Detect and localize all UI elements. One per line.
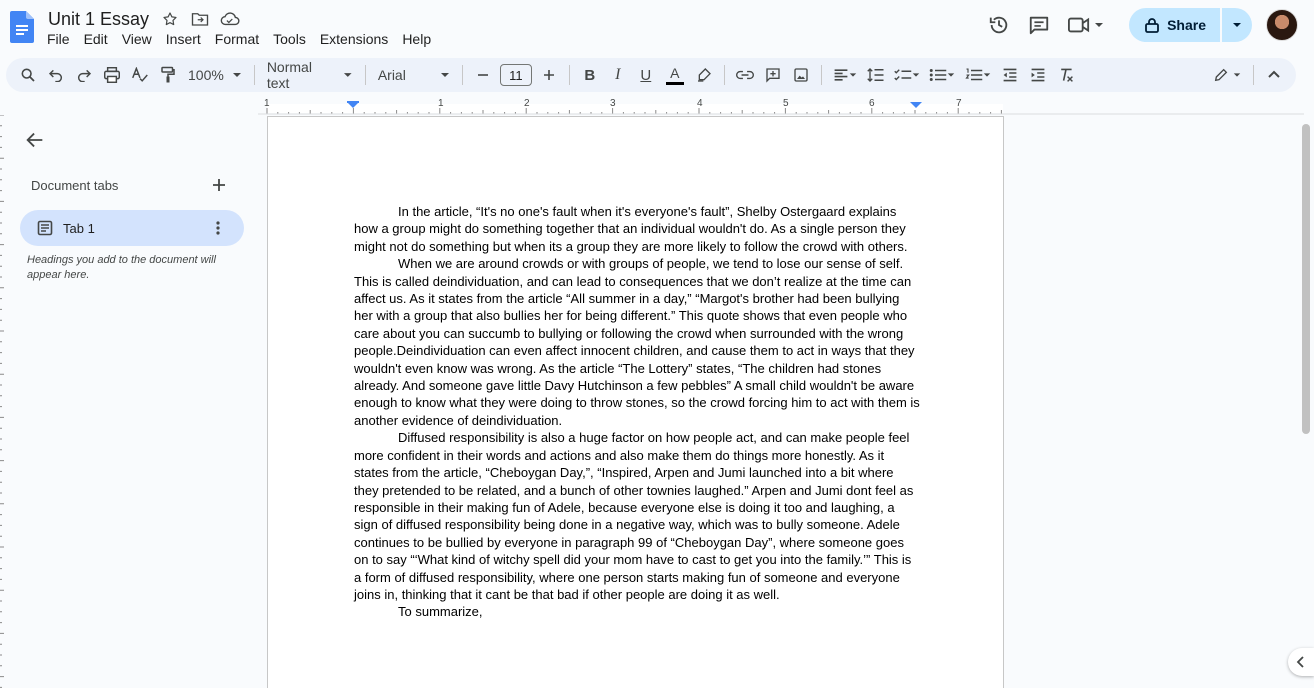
hide-menus-chevron-up-icon[interactable] bbox=[1260, 62, 1288, 88]
text-color-button[interactable] bbox=[660, 62, 690, 88]
checklist-icon[interactable] bbox=[890, 62, 924, 88]
document-page[interactable] bbox=[267, 116, 1004, 688]
chevron-down-icon bbox=[1233, 71, 1241, 79]
ruler-number: 4 bbox=[697, 98, 703, 109]
side-panel-toggle[interactable] bbox=[1288, 648, 1314, 676]
paragraph-style-value: Normal text bbox=[266, 59, 312, 91]
decrease-font-size-icon[interactable] bbox=[469, 62, 497, 88]
menu-help[interactable]: Help bbox=[402, 31, 432, 47]
vertical-scrollbar[interactable] bbox=[1302, 124, 1310, 434]
account-avatar[interactable] bbox=[1266, 9, 1298, 41]
ruler-number: 1 bbox=[438, 98, 444, 109]
text-color-swatch bbox=[666, 82, 684, 85]
font-value: Arial bbox=[377, 67, 406, 83]
undo-icon[interactable] bbox=[42, 62, 70, 88]
lock-icon bbox=[1145, 17, 1159, 33]
print-icon[interactable] bbox=[98, 62, 126, 88]
toolbar-divider bbox=[724, 65, 725, 85]
font-select[interactable] bbox=[372, 67, 456, 83]
star-icon[interactable] bbox=[159, 8, 181, 30]
bulleted-list-icon[interactable] bbox=[924, 62, 960, 88]
horizontal-ruler[interactable] bbox=[258, 98, 1304, 116]
menu-edit[interactable]: Edit bbox=[83, 31, 108, 47]
numbered-list-icon[interactable] bbox=[960, 62, 996, 88]
outline-hint: Headings you add to the document will appear here. bbox=[27, 254, 216, 281]
docs-logo-icon[interactable] bbox=[10, 11, 34, 43]
clear-formatting-icon[interactable] bbox=[1052, 62, 1080, 88]
meet-icon[interactable] bbox=[1059, 8, 1113, 42]
cloud-saved-icon[interactable] bbox=[219, 8, 241, 30]
increase-indent-icon[interactable] bbox=[1024, 62, 1052, 88]
ruler-number: 5 bbox=[783, 98, 789, 109]
title-bar bbox=[0, 0, 1314, 52]
chevron-down-icon bbox=[1232, 20, 1242, 30]
document-tab-icon bbox=[37, 220, 53, 236]
toolbar-divider bbox=[569, 65, 570, 85]
paragraph-style-select[interactable] bbox=[261, 59, 359, 91]
chevron-left-icon bbox=[1296, 656, 1306, 668]
paragraph-3: Diffused responsibility is also a huge factor on how people act, and can make people feel more confident in their words and actions and also make them do things more honestly. As it states from the article, “Cheboygan Day,”, “Inspired, Arpen and Jumi launched into a bit where they pretended to be related, and a bunch of other townies laughed.” Arpen and Jumi dont feel as responsible in their making fun of Adele, because everyone else is doing it too and laughing, a sign of diffused responsibility being done in a negative way, which was to bully someone. Adele continues to be bullied by everyone in paragraph 99 of “Cheboygan Day”, where someone goes on to say “‘What kind of witchy spell did your mom have to cast to get you into the family.’” This is a form of diffused responsibility, where one person starts making fun of someone and everyone joins in, thinking that it cant be that bad if other people are doing it as well. bbox=[354, 430, 914, 602]
menu-extensions[interactable]: Extensions bbox=[319, 31, 389, 47]
chevron-down-icon bbox=[440, 70, 450, 80]
document-tabs-heading: Document tabs bbox=[31, 178, 119, 193]
move-folder-icon[interactable] bbox=[189, 8, 211, 30]
document-body[interactable] bbox=[354, 203, 920, 621]
document-title[interactable]: Unit 1 Essay bbox=[48, 8, 150, 29]
toolbar-divider bbox=[1253, 65, 1254, 85]
paragraph-4: To summarize, bbox=[398, 604, 483, 620]
underline-button[interactable]: U bbox=[640, 66, 652, 84]
share-dropdown-button[interactable] bbox=[1222, 8, 1252, 42]
ruler-number: 1 bbox=[264, 98, 270, 109]
increase-font-size-icon[interactable] bbox=[535, 62, 563, 88]
add-tab-icon[interactable] bbox=[210, 176, 228, 194]
comments-icon[interactable] bbox=[1019, 8, 1059, 42]
chevron-down-icon bbox=[912, 71, 920, 79]
redo-icon[interactable] bbox=[70, 62, 98, 88]
menu-insert[interactable]: Insert bbox=[165, 31, 201, 47]
align-left-icon[interactable] bbox=[828, 62, 862, 88]
title-row bbox=[46, 8, 241, 30]
chevron-down-icon bbox=[343, 70, 353, 80]
formatting-toolbar bbox=[6, 58, 1296, 92]
zoom-value: 100% bbox=[188, 67, 224, 83]
sidebar-tab-1[interactable] bbox=[20, 210, 244, 246]
document-outline-sidebar bbox=[0, 115, 258, 688]
tab-1-label: Tab 1 bbox=[63, 220, 95, 236]
ruler-number: 6 bbox=[869, 98, 875, 109]
chevron-down-icon bbox=[232, 70, 242, 80]
editing-mode-icon[interactable] bbox=[1207, 62, 1247, 88]
menu-file[interactable]: File bbox=[47, 31, 70, 47]
menu-format[interactable]: Format bbox=[214, 31, 260, 47]
more-vert-icon[interactable] bbox=[210, 220, 226, 236]
insert-link-icon[interactable] bbox=[731, 62, 759, 88]
toolbar-divider bbox=[462, 65, 463, 85]
paragraph-2: When we are around crowds or with groups of people, we tend to lose our sense of self. This is called deindividuation, and can lead to consequences that we don’t realize at the time can affect us. As it states from the article “All summer in a day,” “Margot's brother had been bullying her with a group that also bullies her for being different.” This quote shows that even people who care about you can succumb to bullying or following the crowd when surrounded with the wrong people.Deindividuation can even affect innocent children, and cause them to act in ways that they wouldn't even know was wrong. As the article “The Lottery” states, “The children had stones already. And someone gave little Davy Hutchinson a few pebbles” A small child wouldn't be aware enough to know what they were doing to throw stones, so the crowd forcing him to act with them is another evidence of deindividuation. bbox=[354, 256, 920, 428]
line-spacing-icon[interactable] bbox=[862, 62, 890, 88]
toolbar-divider bbox=[254, 65, 255, 85]
add-comment-icon[interactable] bbox=[759, 62, 787, 88]
ruler-number: 3 bbox=[610, 98, 616, 109]
zoom-select[interactable] bbox=[182, 67, 248, 83]
menu-tools[interactable]: Tools bbox=[273, 31, 306, 47]
toolbar-divider bbox=[365, 65, 366, 85]
search-menus-icon[interactable] bbox=[14, 62, 42, 88]
share-label: Share bbox=[1167, 17, 1206, 33]
ruler-number: 2 bbox=[524, 98, 530, 109]
ruler-number: 7 bbox=[956, 98, 962, 109]
back-arrow-icon[interactable] bbox=[24, 129, 46, 151]
history-icon[interactable] bbox=[979, 8, 1019, 42]
highlight-color-icon[interactable] bbox=[690, 62, 718, 88]
text-color-glyph: A bbox=[670, 64, 680, 81]
chevron-down-icon bbox=[947, 71, 955, 79]
menu-view[interactable]: View bbox=[121, 31, 152, 47]
share-button[interactable] bbox=[1129, 8, 1220, 42]
insert-image-icon[interactable] bbox=[787, 62, 815, 88]
italic-button[interactable]: I bbox=[615, 66, 621, 83]
chevron-down-icon bbox=[849, 71, 857, 79]
share-group bbox=[1129, 8, 1252, 42]
paint-format-icon[interactable] bbox=[154, 62, 182, 88]
bold-button[interactable]: B bbox=[584, 66, 596, 84]
toolbar-divider bbox=[821, 65, 822, 85]
chevron-down-icon bbox=[983, 71, 991, 79]
font-size-input[interactable]: 11 bbox=[500, 64, 532, 86]
spelling-check-icon[interactable] bbox=[126, 62, 154, 88]
menu-bar bbox=[40, 29, 438, 49]
chevron-down-icon bbox=[1094, 20, 1104, 30]
decrease-indent-icon[interactable] bbox=[996, 62, 1024, 88]
header-actions bbox=[979, 8, 1298, 42]
paragraph-1: In the article, “It's no one's fault when it's everyone's fault”, Shelby Ostergaard explains how a group might do something together that an individual wouldn't do. As a single person they might not do something but when its a group they are more likely to follow the crowd with others. bbox=[354, 204, 908, 254]
ruler-ticks bbox=[258, 98, 1304, 116]
